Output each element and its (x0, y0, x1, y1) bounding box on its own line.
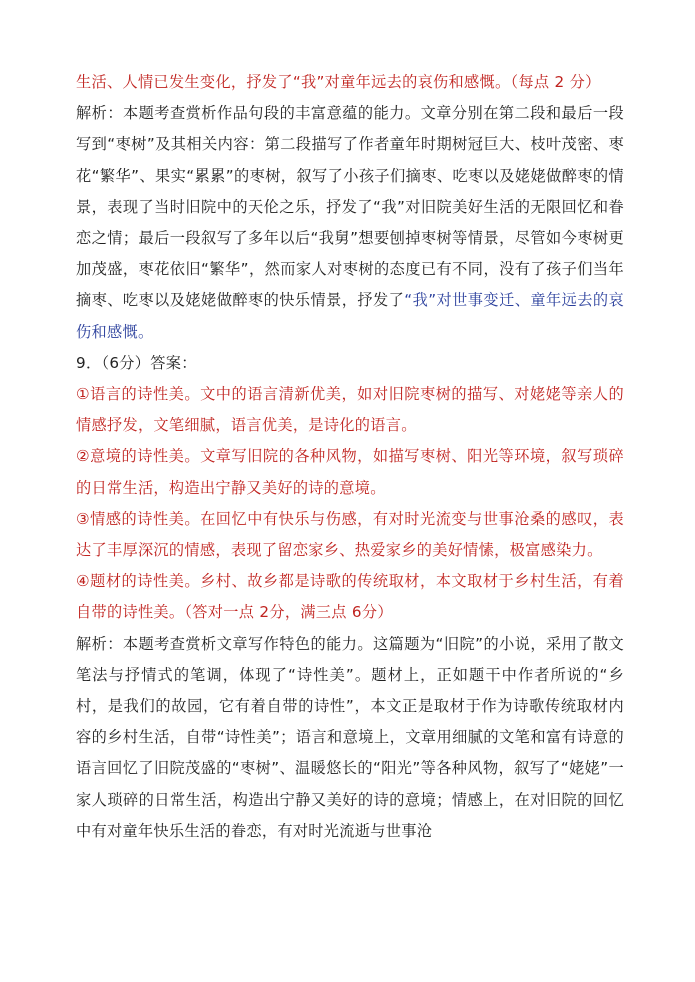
answer-point-2 (76, 441, 624, 503)
answer-point-3 (76, 504, 624, 566)
paragraph-answer-8-tail (76, 67, 624, 98)
analysis-text: 解析：本题考查赏析文章写作特色的能力。这篇题为“旧院”的小说，采用了散文笔法与抒情式的笔调，体现了“诗性美”。题材上，正如题干中作者所说的“乡村，是我们的故园，它有着自带的诗性”，本文正是取材于作为诗歌传统取材内容的乡村生活，自带“诗性美”；语言和意境上，文章用细腻的文笔和富有诗意的语言回忆了旧院茂盛的“枣树”、温暖悠长的“阳光”等各种风物，叙写了“姥姥”一家人琐碎的日常生活，构造出宁静又美好的诗的意境；情感上，在对旧院的回忆中有对童年快乐生活的眷恋，有对时光流逝与世事沧 (76, 634, 624, 840)
answer-text: ④题材的诗性美。乡村、故乡都是诗歌的传统取材，本文取材于乡村生活，有着自带的诗性美。（答对一点 2分，满三点 6分） (76, 572, 624, 622)
analysis-highlight: “我”对世事变迁、童年远去的哀伤和感慨。 (76, 291, 624, 341)
question-number: 9．（6分）答案： (76, 353, 197, 372)
answer-text: ①语言的诗性美。文中的语言清新优美，如对旧院枣树的描写、对姥姥等亲人的情感抒发，文笔细腻，语言优美，是诗化的语言。 (76, 385, 624, 435)
answer-text: ③情感的诗性美。在回忆中有快乐与伤感，有对时光流变与世事沧桑的感叹，表达了丰厚深沉的情感，表现了留恋家乡、热爱家乡的美好情愫，极富感染力。 (76, 509, 624, 560)
paragraph-analysis-8 (76, 98, 624, 348)
analysis-text: 解析：本题考查赏析作品句段的丰富意蕴的能力。文章分别在第二段和最后一段写到“枣树”及其相关内容：第二段描写了作者童年时期树冠巨大、枝叶茂密、枣花“繁华”、果实“累累”的枣树，叙写了小孩子们摘枣、吃枣以及姥姥做醉枣的情景，表现了当时旧院中的天伦之乐，抒发了“我”对旧院美好生活的无限回忆和眷恋之情；最后一段叙写了多年以后“我舅”想要刨掉枣树等情景，尽管如今枣树更加茂盛，枣花依旧“繁华”，然而家人对枣树的态度已有不同，没有了孩子们当年摘枣、吃枣以及姥姥做醉枣的快乐情景，抒发了 (76, 104, 624, 310)
question-9-heading (76, 348, 624, 379)
answer-text: 生活、人情已发生变化，抒发了“我”对童年远去的哀伤和感慨。（每点 2 分） (76, 73, 601, 91)
paragraph-analysis-9 (76, 629, 624, 847)
answer-point-1 (76, 379, 624, 441)
answer-point-4 (76, 566, 624, 628)
document-page (76, 67, 624, 847)
answer-text: ②意境的诗性美。文章写旧院的各种风物，如描写枣树、阳光等环境，叙写琐碎的日常生活，构造出宁静又美好的诗的意境。 (76, 447, 624, 497)
